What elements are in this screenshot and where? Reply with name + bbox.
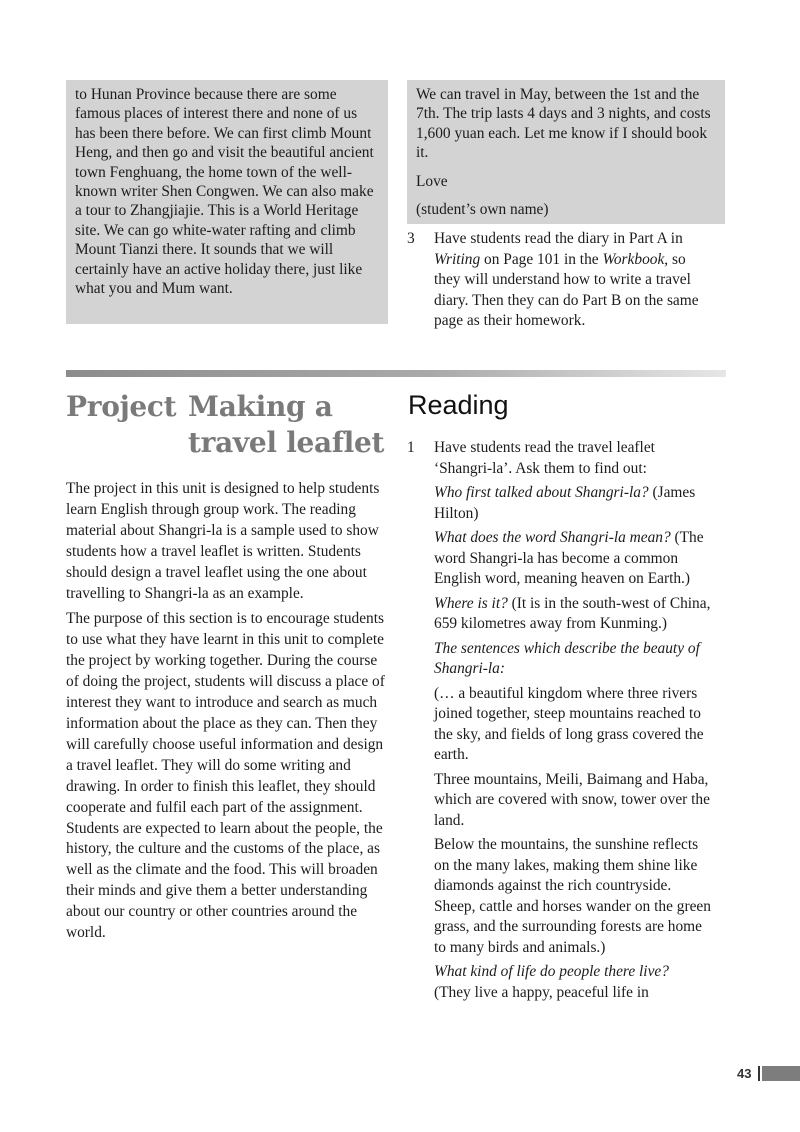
- letter-text-left: to Hunan Province because there are some famous places of interest there and none of us has been there before. We can first climb Mount Heng, and then go and visit the beautiful ancient town Fenghuang, the home town of the well-known writer Shen Congwen. We can also make a tour to Zhangjiajie. This is a World Heritage site. We can go white-water rafting and climb Mount Tianzi there. It sounds that we will certainly have an active holiday there, just like what you and Mum want.: [75, 86, 374, 298]
- answer: (It is in the south-west of China, 659 kilometres away from Kunming.): [434, 594, 711, 632]
- reading-intro: Have students read the travel leaflet ‘Shangri-la’. Ask them to find out:: [434, 439, 655, 477]
- project-paragraph: The project in this unit is designed to help students learn English through group work. The reading material about Shangri-la is a sample used to show students how a travel leaflet is written. Students should design a travel leaflet using the one about travelling to Shangri-la as an example.: [66, 480, 380, 602]
- answer: (They live a happy, peaceful life in: [434, 983, 649, 1001]
- reading-heading: Reading: [408, 390, 509, 420]
- answer: (The word Shangri-la has become a common English word, meaning heaven on Earth.): [434, 529, 704, 587]
- writing-ref: Writing: [434, 250, 481, 268]
- qa-item: [434, 962, 714, 1003]
- project-title-line2: travel leaflet: [188, 426, 385, 459]
- item-number: 1: [407, 439, 415, 456]
- letter-closing: Love: [416, 172, 448, 190]
- section-divider: [66, 370, 726, 377]
- item-3-text: [434, 229, 714, 332]
- answer: (James Hilton): [434, 484, 696, 522]
- item-3-text-part: on Page 101 in the: [480, 250, 603, 268]
- beauty-answer: Three mountains, Meili, Baimang and Haba, which are covered with snow, tower over the land.: [434, 770, 710, 829]
- question: Who first talked about Shangri-la?: [434, 484, 649, 501]
- item-3-text-part: Have students read the diary in Part A in: [434, 230, 683, 247]
- beauty-question: [434, 639, 714, 680]
- letter-box-right: [407, 80, 725, 224]
- beauty-answer: Below the mountains, the sunshine reflects on the many lakes, making them shine like diamonds against the rich countryside. Sheep, cattle and horses wander on the green grass, and the surrounding forests are home to many birds and animals.): [434, 836, 711, 956]
- letter-signature: (student’s own name): [416, 201, 549, 219]
- reading-item-1: [407, 438, 727, 1058]
- item-body: [434, 229, 714, 336]
- qa-item: [434, 483, 714, 524]
- question: Where is it?: [434, 594, 508, 612]
- qa-item: [434, 528, 714, 590]
- workbook-ref: Workbook: [602, 250, 665, 268]
- qa-item: [434, 594, 714, 635]
- project-paragraph: The purpose of this section is to encourage students to use what they have learnt in this unit to complete the project by working together. During the course of doing the project, students will discuss a place of interest they want to introduce and search as much information about the place as they can. Then they will carefully choose useful information and design a travel leaflet. They will do some writing and drawing. In order to finish this leaflet, they should cooperate and fulfil each part of the assignment. Students are expected to learn about the people, the history, the culture and the customs of the place, as well as the climate and the food. This will broaden their minds and give them a better understanding about our country or other countries around the world.: [66, 610, 385, 942]
- item-3-text-part: , so they will understand how to write a travel diary. Then they can do Part B on the same page as their homework.: [434, 250, 699, 329]
- letter-box-left: [66, 80, 388, 324]
- letter-text-right: We can travel in May, between the 1st and the 7th. The trip lasts 4 days and 3 nights, and costs 1,600 yuan each. Let me know if I should book it.: [416, 86, 711, 162]
- project-label: Project: [66, 390, 177, 423]
- instruction-item-3: [407, 229, 727, 329]
- page-number: 43: [737, 1066, 752, 1081]
- item-number: 3: [407, 230, 415, 247]
- question: What kind of life do people there live?: [434, 963, 669, 980]
- page-number-bar: [762, 1066, 800, 1081]
- question: The sentences which describe the beauty of Shangri-la:: [434, 639, 700, 677]
- page-number-divider: [758, 1066, 760, 1081]
- reading-body: [434, 438, 714, 1003]
- project-title-line1: Making a: [188, 390, 333, 423]
- beauty-answer: (… a beautiful kingdom where three rivers joined together, steep mountains reached to the sky, and fields of long grass covered the earth.: [434, 684, 704, 763]
- question: What does the word Shangri-la mean?: [434, 529, 671, 546]
- project-body: [66, 479, 386, 949]
